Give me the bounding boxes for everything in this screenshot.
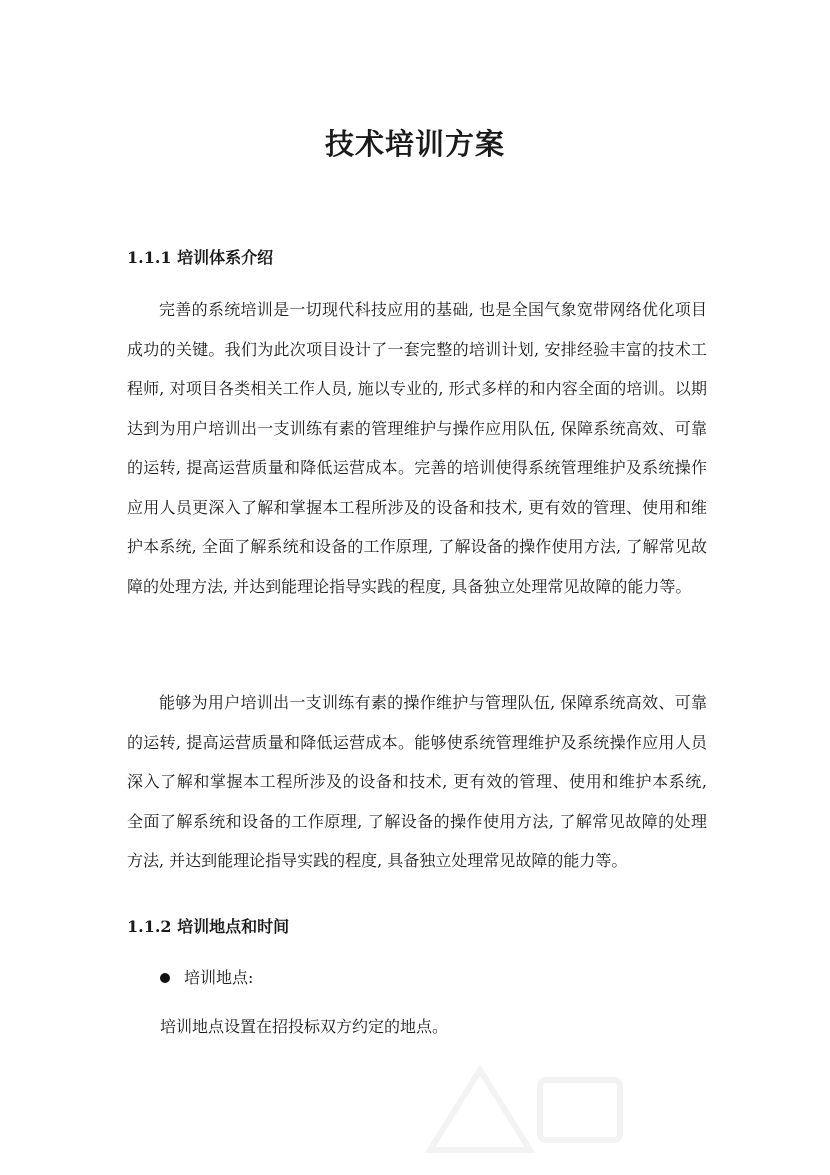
- document-title: 技术培训方案: [324, 127, 505, 161]
- training-location-text: 培训地点设置在招投标双方约定的地点。: [160, 1017, 449, 1036]
- bullet-item-training-location: [160, 963, 253, 993]
- bullet-label: 培训地点:: [184, 968, 254, 987]
- paragraph-training-system-1: 完善的系统培训是一切现代科技应用的基础, 也是全国气象宽带网络优化项目成功的关键。我们为此次项目设计了一套完整的培训计划, 安排经验丰富的技术工程师, 对项目各类相关工作人员, 施以专业的, 形式多样的和内容全面的培训。以期达到为用户培训出一支训练有素的管理维护与操作应用队伍, 保障系统高效、可靠的运转, 提高运营质量和降低运营成本。完善的培训使得系统管理维护及系统操作应用人员更深入了解和掌握本工程所涉及的设备和技术, 更有效的管理、使用和维护本系统, 全面了解系统和设备的工作原理, 了解设备的操作使用方法, 了解常见故障的处理方法, 并达到能理论指导实践的程度, 具备独立处理常见故障的能力等。: [127, 300, 707, 596]
- section-heading-training-system: 1.1.1 培训体系介绍: [127, 248, 274, 267]
- watermark-stamp-icon: [420, 1060, 640, 1160]
- bullet-dot-icon: [160, 973, 170, 983]
- paragraph-training-system-2: 能够为用户培训出一支训练有素的操作维护与管理队伍, 保障系统高效、可靠的运转, 提高运营质量和降低运营成本。能够使系统管理维护及系统操作应用人员深入了解和掌握本工程所涉及的设备和技术, 更有效的管理、使用和维护本系统, 全面了解系统和设备的工作原理, 了解设备的操作使用方法, 了解常见故障的处理方法, 并达到能理论指导实践的程度, 具备独立处理常见故障的能力等。: [127, 693, 707, 870]
- section-heading-training-location-time: 1.1.2 培训地点和时间: [127, 917, 290, 936]
